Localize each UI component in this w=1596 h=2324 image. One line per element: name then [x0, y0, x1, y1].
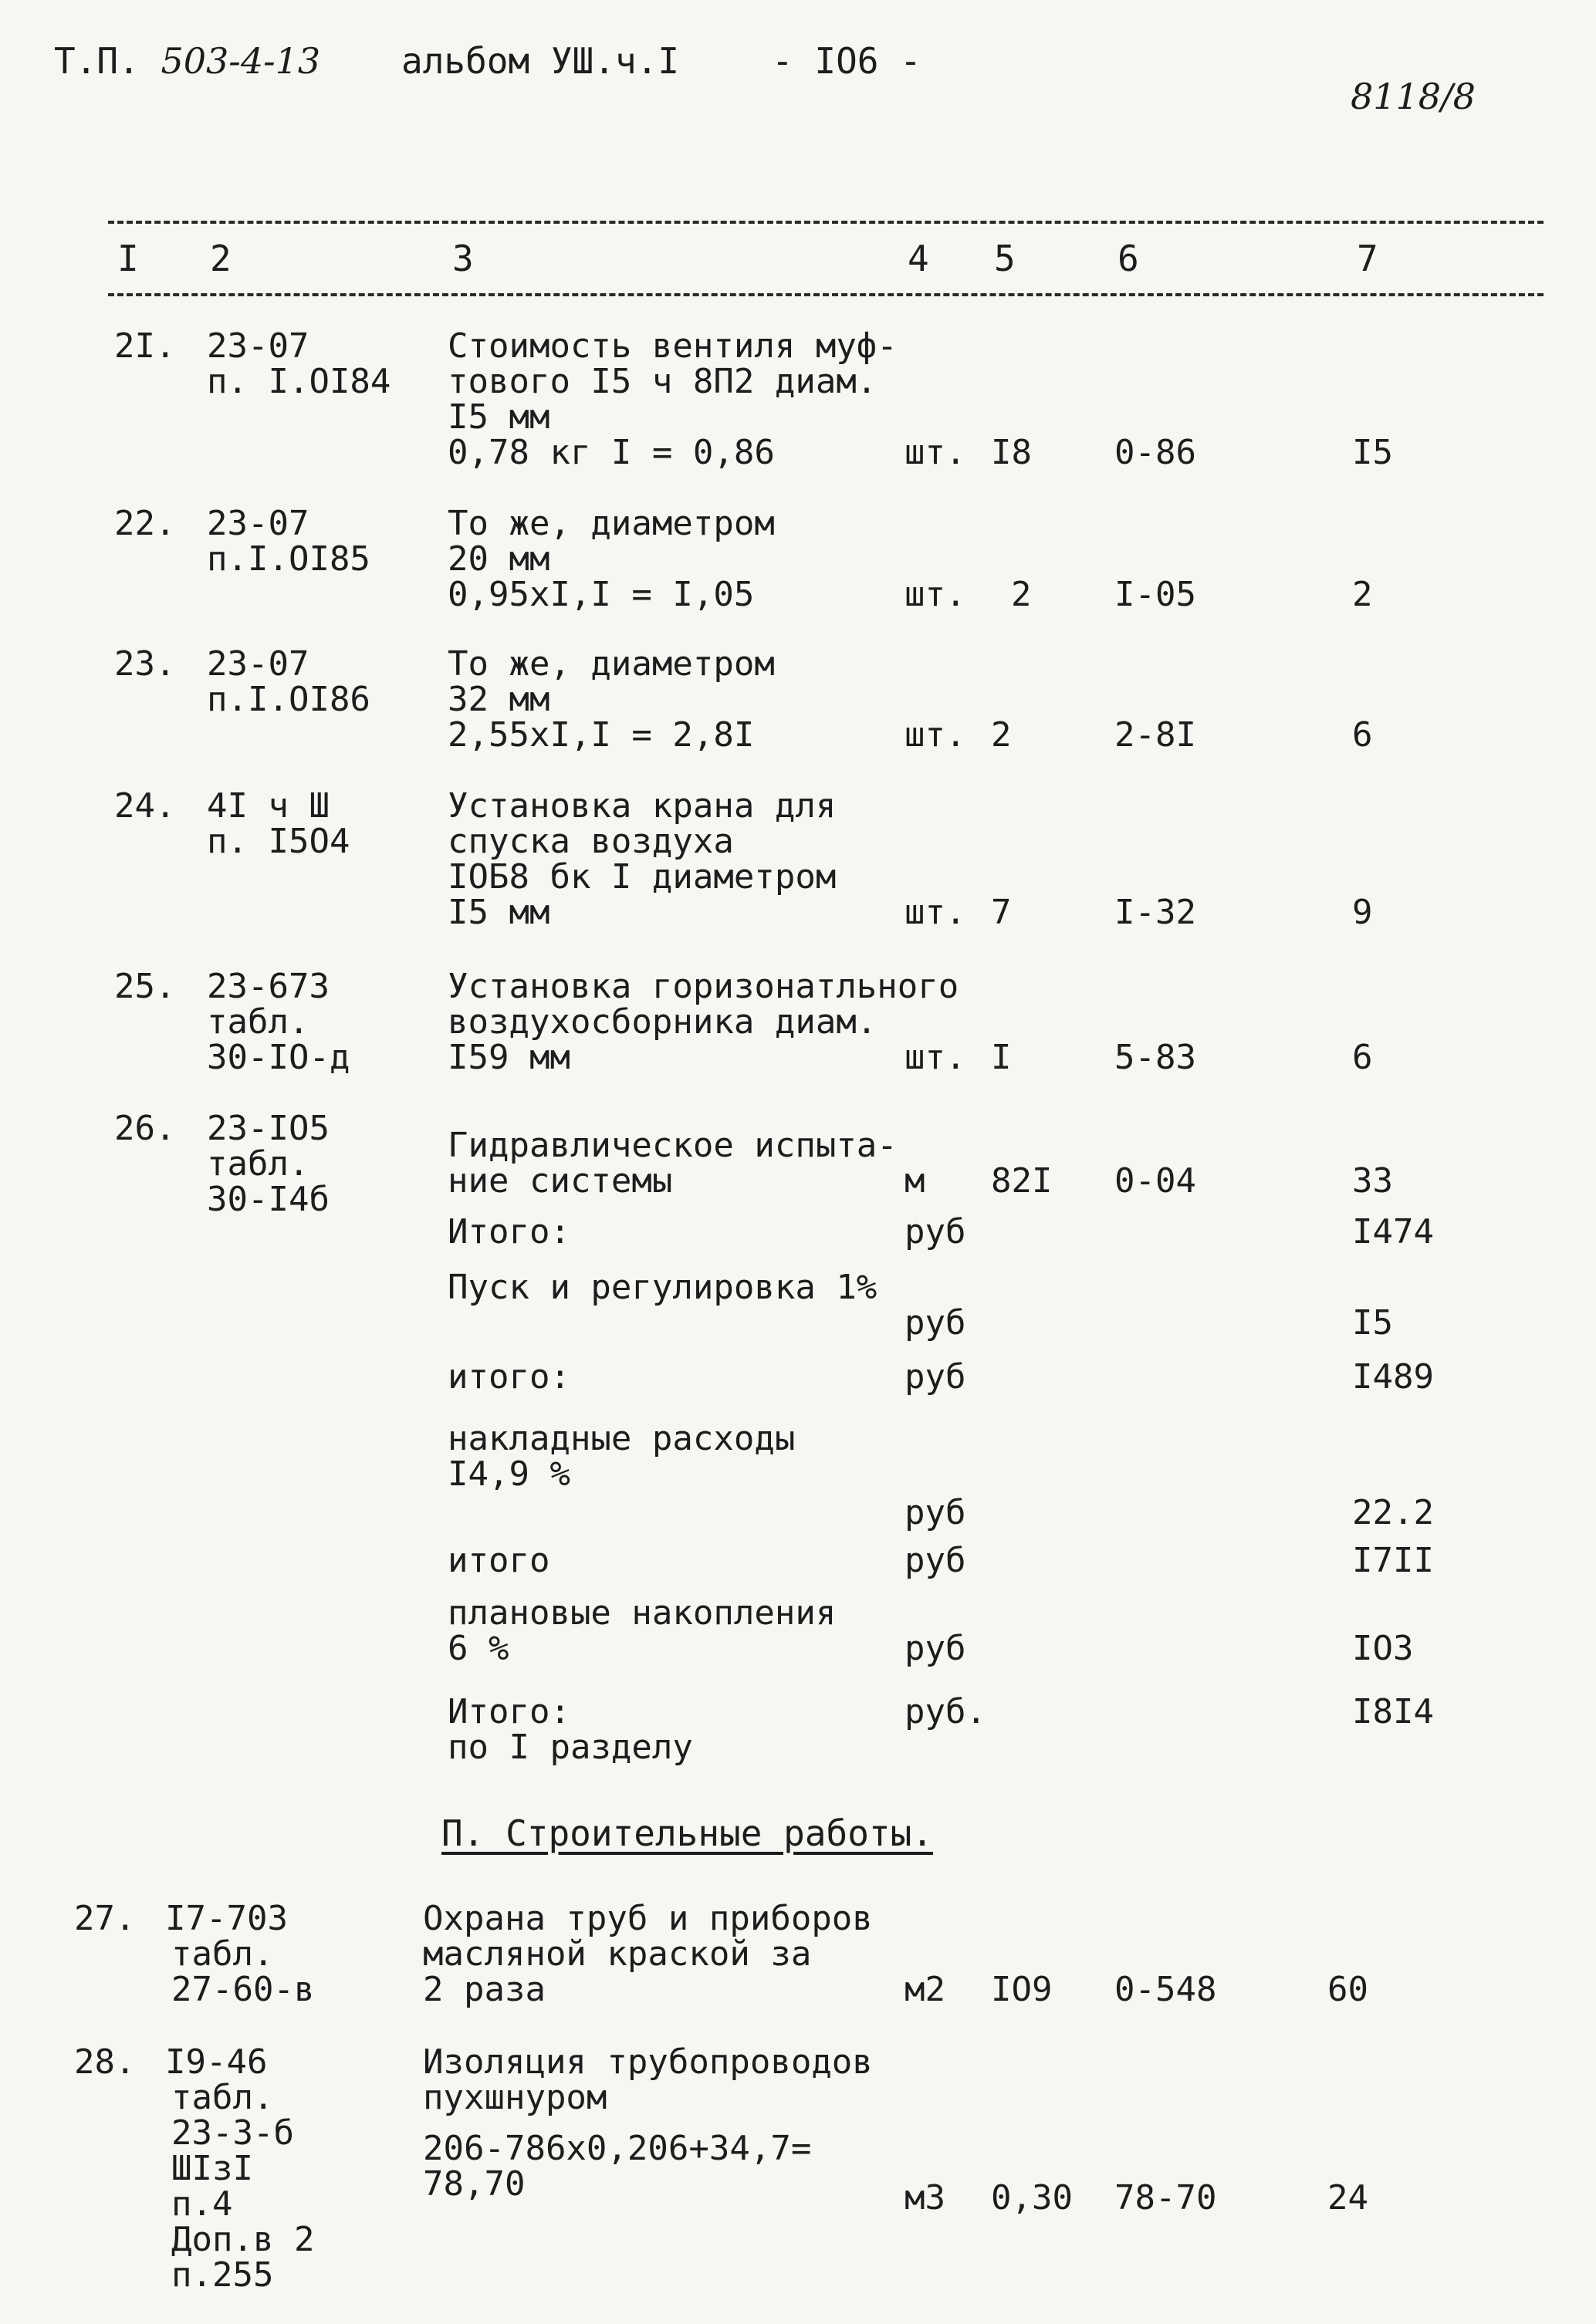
handwritten-mark: 8118/8: [1351, 76, 1476, 117]
summary-label: Пуск и регулировка 1%: [448, 1268, 877, 1307]
summary-total: I474: [1352, 1212, 1434, 1252]
summary-label: итого:: [448, 1357, 570, 1397]
row-desc: масляной краской за: [423, 1934, 812, 1974]
row-code: 23-07: [207, 504, 309, 543]
row-code: ШIзI: [171, 2149, 253, 2188]
row-number: 26.: [114, 1109, 176, 1148]
row-desc: Стоимость вентиля муф-: [448, 326, 898, 366]
row-total: 24: [1327, 2178, 1368, 2218]
summary-total: I7II: [1352, 1541, 1434, 1580]
summary-label: I4,9 %: [448, 1454, 570, 1494]
col-head-6: 6: [1118, 238, 1139, 279]
summary-label: 6 %: [448, 1629, 509, 1668]
row-code: I7-703: [165, 1899, 288, 1938]
row-code: 30-I4б: [207, 1180, 330, 1219]
section-title: П. Строительные работы.: [441, 1812, 933, 1854]
col-head-1: I: [117, 238, 139, 279]
row-desc: 20 мм: [448, 539, 550, 579]
row-desc: Установка крана для: [448, 786, 837, 826]
row-price: 5-83: [1114, 1038, 1196, 1077]
row-desc: Охрана труб и приборов: [423, 1899, 873, 1938]
row-price: I-32: [1114, 893, 1196, 932]
col-head-2: 2: [210, 238, 232, 279]
row-desc: 0,78 кг I = 0,86: [448, 433, 775, 472]
row-code: 27-60-в: [171, 1970, 315, 2009]
row-code: п.4: [171, 2184, 233, 2224]
row-code: табл.: [207, 1144, 309, 1184]
summary-total: I5: [1352, 1303, 1393, 1343]
row-price: 0-04: [1114, 1161, 1196, 1201]
row-unit: м2: [905, 1970, 945, 2009]
summary-label: Итого:: [448, 1212, 570, 1252]
row-total: I5: [1352, 433, 1393, 472]
row-code: I9-46: [165, 2042, 268, 2082]
row-desc: пухшнуром: [423, 2078, 607, 2117]
row-code: 23-3-б: [171, 2113, 294, 2153]
row-price: 2-8I: [1114, 715, 1196, 755]
summary-total: 22.2: [1352, 1493, 1434, 1532]
row-qty: 0,30: [991, 2178, 1073, 2218]
row-desc: воздухосборника диам.: [448, 1002, 877, 1042]
doc-ref-prefix: Т.П.: [54, 40, 140, 82]
row-desc: Установка горизонатльного: [448, 967, 959, 1006]
row-desc: 78,70: [423, 2164, 526, 2204]
row-qty: I8: [991, 433, 1032, 472]
summary-label: накладные расходы: [448, 1419, 796, 1458]
row-code: п. I.OI84: [207, 362, 391, 401]
row-unit: м: [905, 1161, 925, 1201]
row-desc: I59 мм: [448, 1038, 570, 1077]
row-code: Доп.в 2: [171, 2220, 315, 2259]
row-desc: IOБ8 бк I диаметром: [448, 857, 837, 897]
row-number: 25.: [114, 967, 176, 1006]
row-number: 28.: [74, 2042, 136, 2082]
row-qty: I: [991, 1038, 1012, 1077]
summary-label: плановые накопления: [448, 1593, 837, 1633]
row-number: 23.: [114, 644, 176, 684]
row-desc: I5 мм: [448, 397, 550, 437]
row-unit: шт.: [905, 433, 966, 472]
summary-unit: руб: [905, 1541, 966, 1580]
row-desc: тового I5 ч 8П2 диам.: [448, 362, 877, 401]
row-qty: 82I: [991, 1161, 1053, 1201]
row-desc: То же, диаметром: [448, 644, 775, 684]
row-qty: 7: [991, 893, 1012, 932]
row-price: 0-86: [1114, 433, 1196, 472]
row-total: 6: [1352, 715, 1373, 755]
row-code: п.I.OI86: [207, 680, 370, 719]
row-desc: 206-786x0,206+34,7=: [423, 2129, 812, 2168]
row-code: 4I ч Ш: [207, 786, 330, 826]
doc-ref-number: 503-4-13: [161, 40, 321, 82]
row-desc: 2 раза: [423, 1970, 546, 2009]
summary-unit: руб.: [905, 1692, 986, 1731]
row-unit: шт.: [905, 1038, 966, 1077]
row-price: 0-548: [1114, 1970, 1217, 2009]
row-code: табл.: [171, 1934, 274, 1974]
row-unit: шт.: [905, 893, 966, 932]
row-code: табл.: [171, 2078, 274, 2117]
row-total: 60: [1327, 1970, 1368, 2009]
row-qty: 2: [1011, 575, 1032, 614]
summary-unit: руб: [905, 1212, 966, 1252]
row-unit: м3: [905, 2178, 945, 2218]
row-code: 23-07: [207, 644, 309, 684]
row-desc: То же, диаметром: [448, 504, 775, 543]
summary-unit: руб: [905, 1357, 966, 1397]
summary-unit: руб: [905, 1629, 966, 1668]
row-desc: 32 мм: [448, 680, 550, 719]
row-number: 2I.: [114, 326, 176, 366]
row-code: п. I5O4: [207, 822, 350, 861]
row-qty: 2: [991, 715, 1012, 755]
row-code: табл.: [207, 1002, 309, 1042]
album-label: альбом УШ.ч.I: [401, 40, 680, 82]
row-total: 9: [1352, 893, 1373, 932]
header-rule-top: [108, 221, 1544, 224]
row-price: I-05: [1114, 575, 1196, 614]
col-head-5: 5: [994, 238, 1016, 279]
col-head-7: 7: [1357, 238, 1378, 279]
row-total: 33: [1352, 1161, 1393, 1201]
row-price: 78-70: [1114, 2178, 1217, 2218]
row-number: 27.: [74, 1899, 136, 1938]
summary-label: по I разделу: [448, 1728, 693, 1767]
row-code: 23-IO5: [207, 1109, 330, 1148]
row-number: 22.: [114, 504, 176, 543]
row-desc: Изоляция трубопроводов: [423, 2042, 873, 2082]
row-desc: I5 мм: [448, 893, 550, 932]
summary-total: IO3: [1352, 1629, 1414, 1668]
summary-unit: руб: [905, 1303, 966, 1343]
col-head-3: 3: [452, 238, 474, 279]
col-head-4: 4: [908, 238, 929, 279]
row-code: п.I.OI85: [207, 539, 370, 579]
page-number: - IO6 -: [772, 40, 921, 82]
row-code: 23-673: [207, 967, 330, 1006]
row-qty: IO9: [991, 1970, 1053, 2009]
row-desc: 0,95xI,I = I,05: [448, 575, 755, 614]
summary-label: итого: [448, 1541, 550, 1580]
row-unit: шт.: [905, 715, 966, 755]
row-desc: 2,55xI,I = 2,8I: [448, 715, 755, 755]
row-desc: ние системы: [448, 1161, 673, 1201]
row-number: 24.: [114, 786, 176, 826]
row-desc: Гидравлическое испыта-: [448, 1126, 898, 1165]
row-total: 2: [1352, 575, 1373, 614]
row-unit: шт.: [905, 575, 966, 614]
header-rule-bottom: [108, 293, 1544, 296]
row-code: 30-IO-д: [207, 1038, 350, 1077]
doc-ref: [54, 40, 320, 82]
row-code: п.255: [171, 2255, 274, 2295]
row-total: 6: [1352, 1038, 1373, 1077]
summary-total: I489: [1352, 1357, 1434, 1397]
summary-unit: руб: [905, 1493, 966, 1532]
row-desc: спуска воздуха: [448, 822, 734, 861]
row-code: 23-07: [207, 326, 309, 366]
summary-total: I8I4: [1352, 1692, 1434, 1731]
summary-label: Итого:: [448, 1692, 570, 1731]
